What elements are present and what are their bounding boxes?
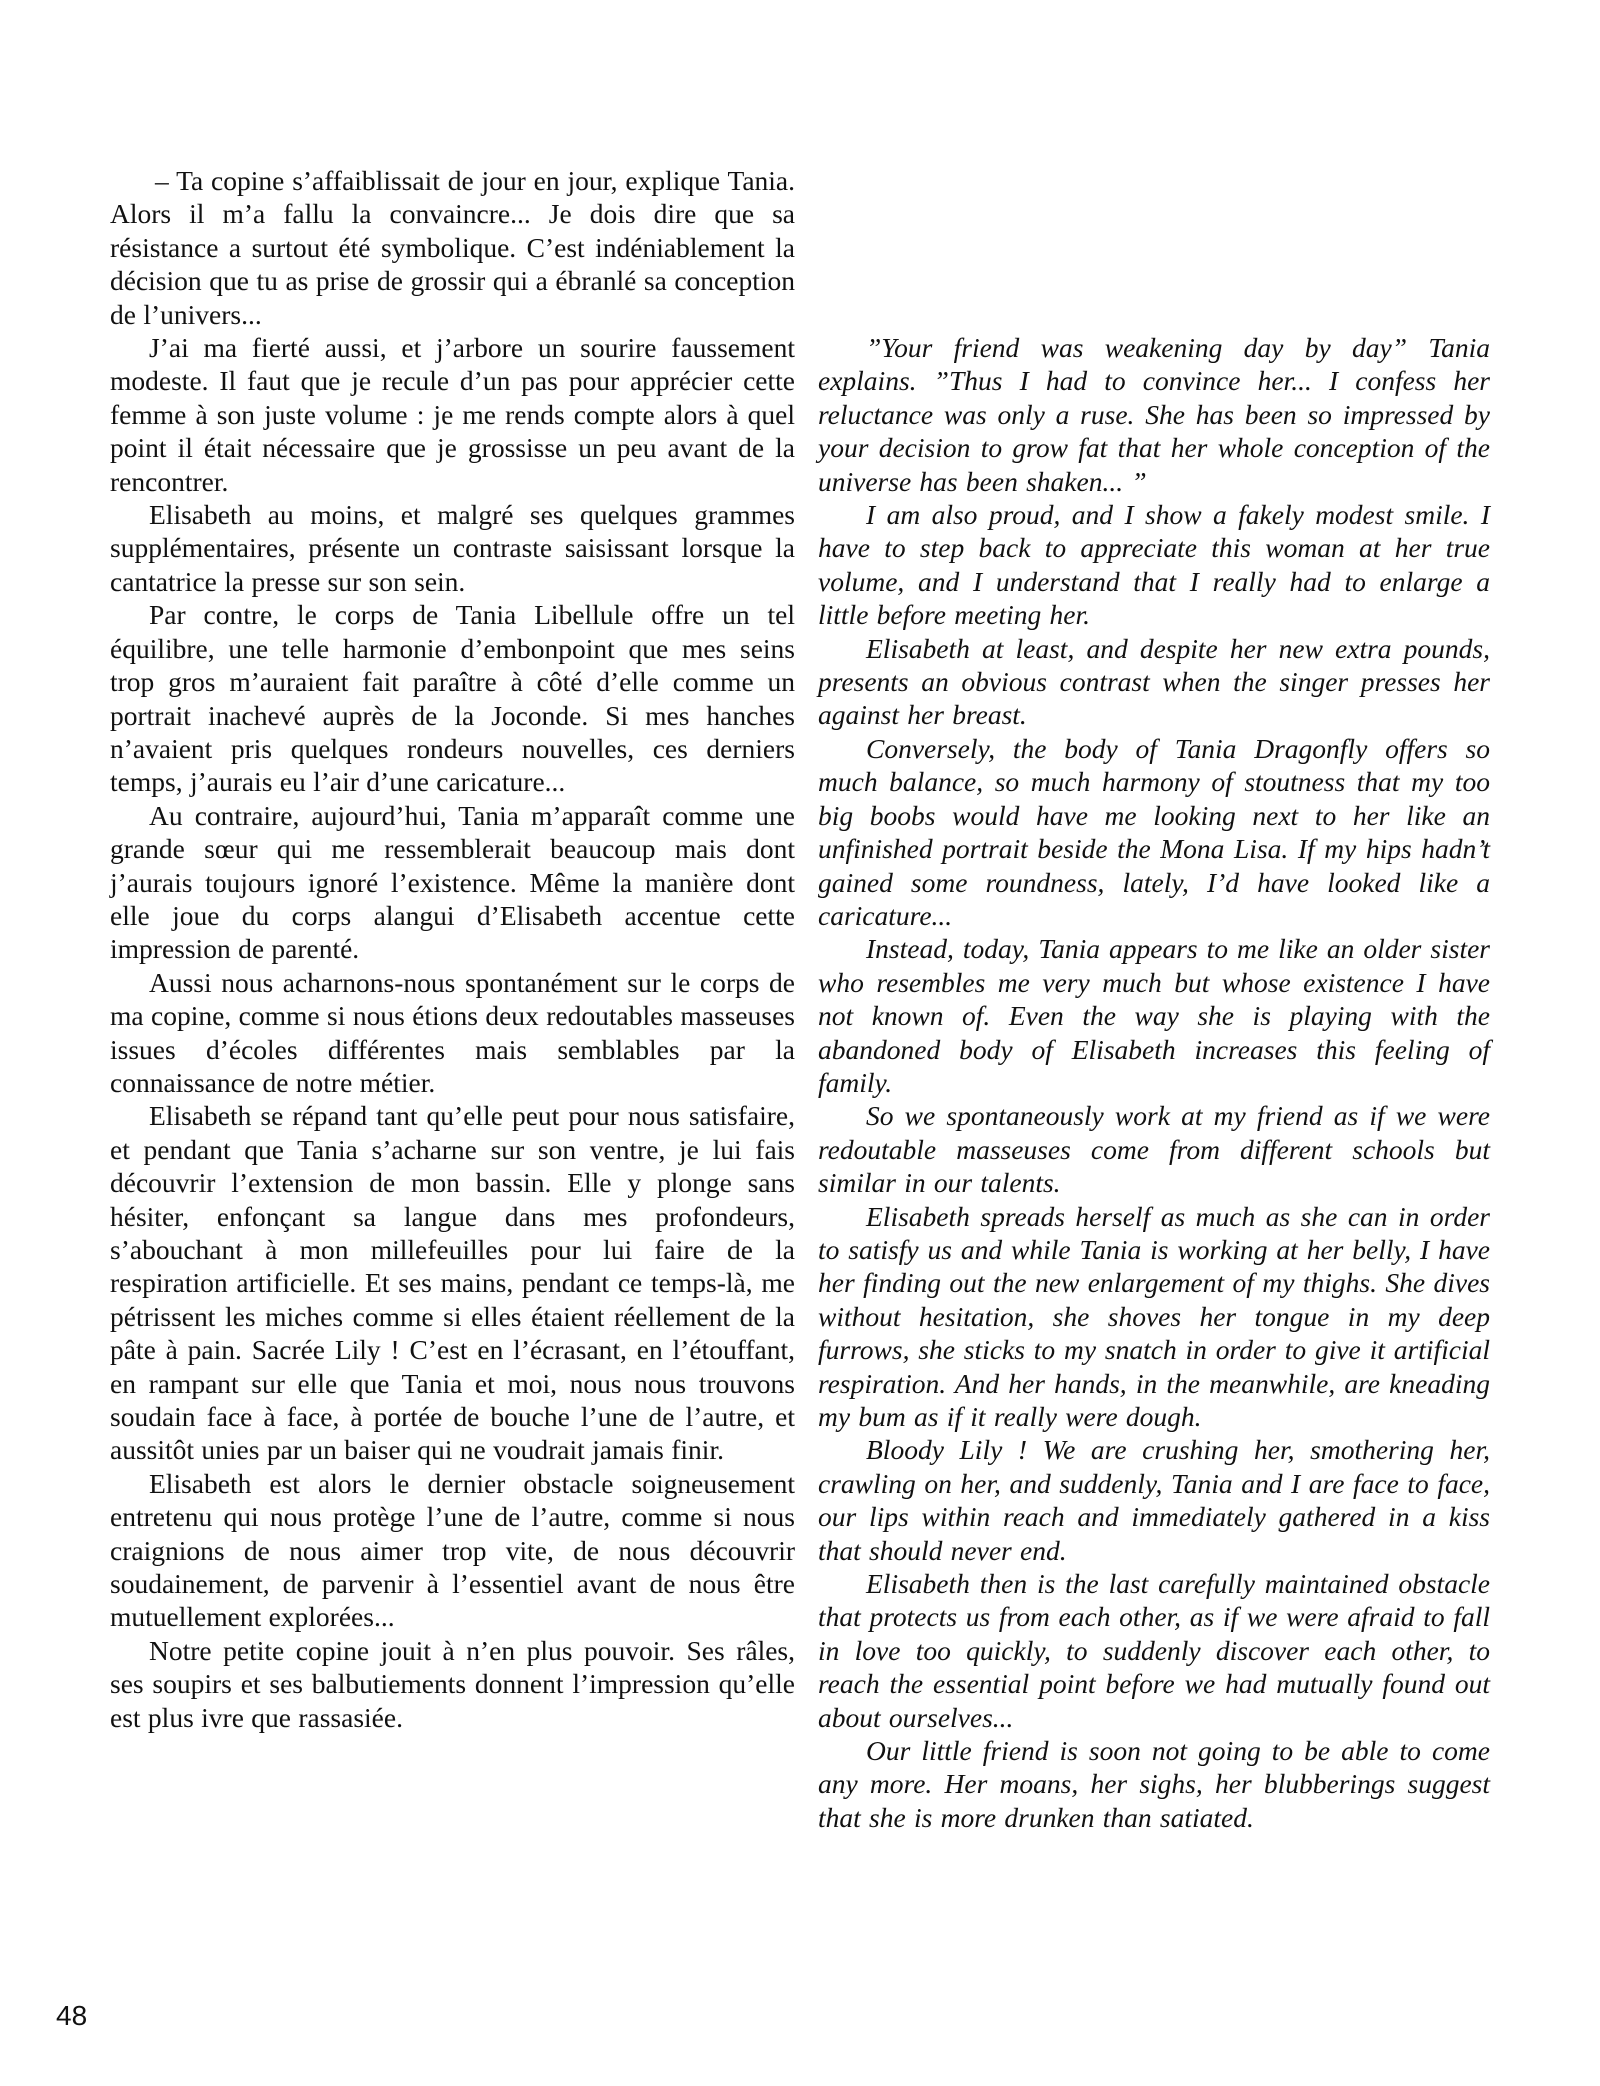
page-number: 48 xyxy=(56,2000,88,2031)
english-paragraph: Instead, today, Tania appears to me like an older sister who resembles me very much but whose existence I have not known of. Even the way she is playing with the abandoned body of Elisabeth increases this feeling of family. xyxy=(818,933,1490,1098)
french-paragraph: – Ta copine s’affaiblissait de jour en jour, explique Tania. Alors il m’a fallu la convaincre... Je dois dire que sa résistance a surtout été symbolique. C’est indéniablement la décision que tu as prise de grossir qui a ébranlé sa conception de l’univers... xyxy=(110,165,795,330)
french-paragraph: Elisabeth est alors le dernier obstacle soigneusement entretenu qui nous protège l’une de l’autre, comme si nous craignions de nous aimer trop vite, de nous découvrir soudainement, de parvenir à l’essentiel avant de nous être mutuellement explorées... xyxy=(110,1467,795,1633)
english-paragraph: Bloody Lily ! We are crushing her, smothering her, crawling on her, and suddenly, Tania and I are face to face, our lips within reach and immediately gathered in a kiss that should never end. xyxy=(818,1434,1490,1566)
english-paragraph: Elisabeth at least, and despite her new extra pounds, presents an obvious contrast when the singer presses her against her breast. xyxy=(818,632,1490,731)
french-text-column xyxy=(110,164,795,1734)
english-paragraph: Conversely, the body of Tania Dragonfly offers so much balance, so much harmony of stoutness that my too big boobs would have me looking next to her like an unfinished portrait beside the Mona Lisa. If my hips hadn’t gained some roundness, lately, I’d have looked like a caricature... xyxy=(818,732,1490,931)
english-paragraph: So we spontaneously work at my friend as if we were redoutable masseuses come from different schools but similar in our talents. xyxy=(818,1100,1490,1199)
english-paragraph: Our little friend is soon not going to be able to come any more. Her moans, her sighs, her blubberings suggest that she is more drunken than satiated. xyxy=(818,1735,1490,1833)
french-paragraph: Au contraire, aujourd’hui, Tania m’apparaît comme une grande sœur qui me ressemblerait beaucoup mais dont j’aurais toujours ignoré l’existence. Même la manière dont elle joue du corps alangui d’Elisabeth accentue cette impression de parenté. xyxy=(110,799,795,965)
english-paragraph: ”Your friend was weakening day by day” Tania explains. ”Thus I had to convince her... I confess her reluctance was only a ruse. She has been so impressed by your decision to grow fat that her whole conception of the universe has been shaken... ” xyxy=(818,332,1490,497)
french-paragraph: Elisabeth au moins, et malgré ses quelques grammes supplémentaires, présente un contraste saisissant lorsque la cantatrice la presse sur son sein. xyxy=(110,499,795,597)
french-paragraph: Notre petite copine jouit à n’en plus pouvoir. Ses râles, ses soupirs et ses balbutiements donnent l’impression qu’elle est plus ivre que rassasiée. xyxy=(110,1634,795,1733)
english-paragraph: Elisabeth then is the last carefully maintained obstacle that protects us from each other, as if we were afraid to fall in love too quickly, to suddenly discover each other, to reach the essential point before we had mutually found out about ourselves... xyxy=(818,1568,1490,1733)
english-paragraph: Elisabeth spreads herself as much as she can in order to satisfy us and while Tania is working at her belly, I have her finding out the new enlargement of my thighs. She dives without hesitation, she shoves her tongue in my deep furrows, she sticks to my snatch in order to give it artificial respiration. And her hands, in the meanwhile, are kneading my bum as if it really were dough. xyxy=(818,1200,1490,1432)
french-paragraph: Par contre, le corps de Tania Libellule offre un tel équilibre, une telle harmonie d’embonpoint que mes seins trop gros m’auraient fait paraître à côté d’elle comme un portrait inachevé auprès de la Joconde. Si mes hanches n’avaient pris quelques rondeurs nouvelles, ces derniers temps, j’aurais eu l’air d’une caricature... xyxy=(110,599,795,798)
french-paragraph: Elisabeth se répand tant qu’elle peut pour nous satisfaire, et pendant que Tania s’acharne sur son ventre, je lui fais découvrir l’extension de mon bassin. Elle y plonge sans hésiter, enfonçant sa langue dans mes profondeurs, s’abouchant à mon millefeuilles pour lui faire de la respiration artificielle. Et ses mains, pendant ce temps-là, me pétrissent les miches comme si elles étaient réellement de la pâte à pain. Sacrée Lily ! C’est en l’écrasant, en l’étouffant, en rampant sur elle que Tania et moi, nous nous trouvons soudain face à face, à portée de bouche l’une de l’autre, et aussitôt unies par un baiser qui ne voudrait jamais finir. xyxy=(110,1100,795,1466)
french-paragraph: Aussi nous acharnons-nous spontanément sur le corps de ma copine, comme si nous étions deux redoutables masseuses issues d’écoles différentes mais semblables par la connaissance de notre métier. xyxy=(110,966,795,1098)
french-paragraph: J’ai ma fierté aussi, et j’arbore un sourire faussement modeste. Il faut que je recule d’un pas pour apprécier cette femme à son juste volume : je me rends compte alors à quel point il était nécessaire que je grossisse un peu avant de la rencontrer. xyxy=(110,332,795,497)
english-paragraph: I am also proud, and I show a fakely modest smile. I have to step back to appreciate this woman at her true volume, and I understand that I really had to enlarge a little before meeting her. xyxy=(818,499,1490,631)
english-text-column xyxy=(818,331,1490,1834)
